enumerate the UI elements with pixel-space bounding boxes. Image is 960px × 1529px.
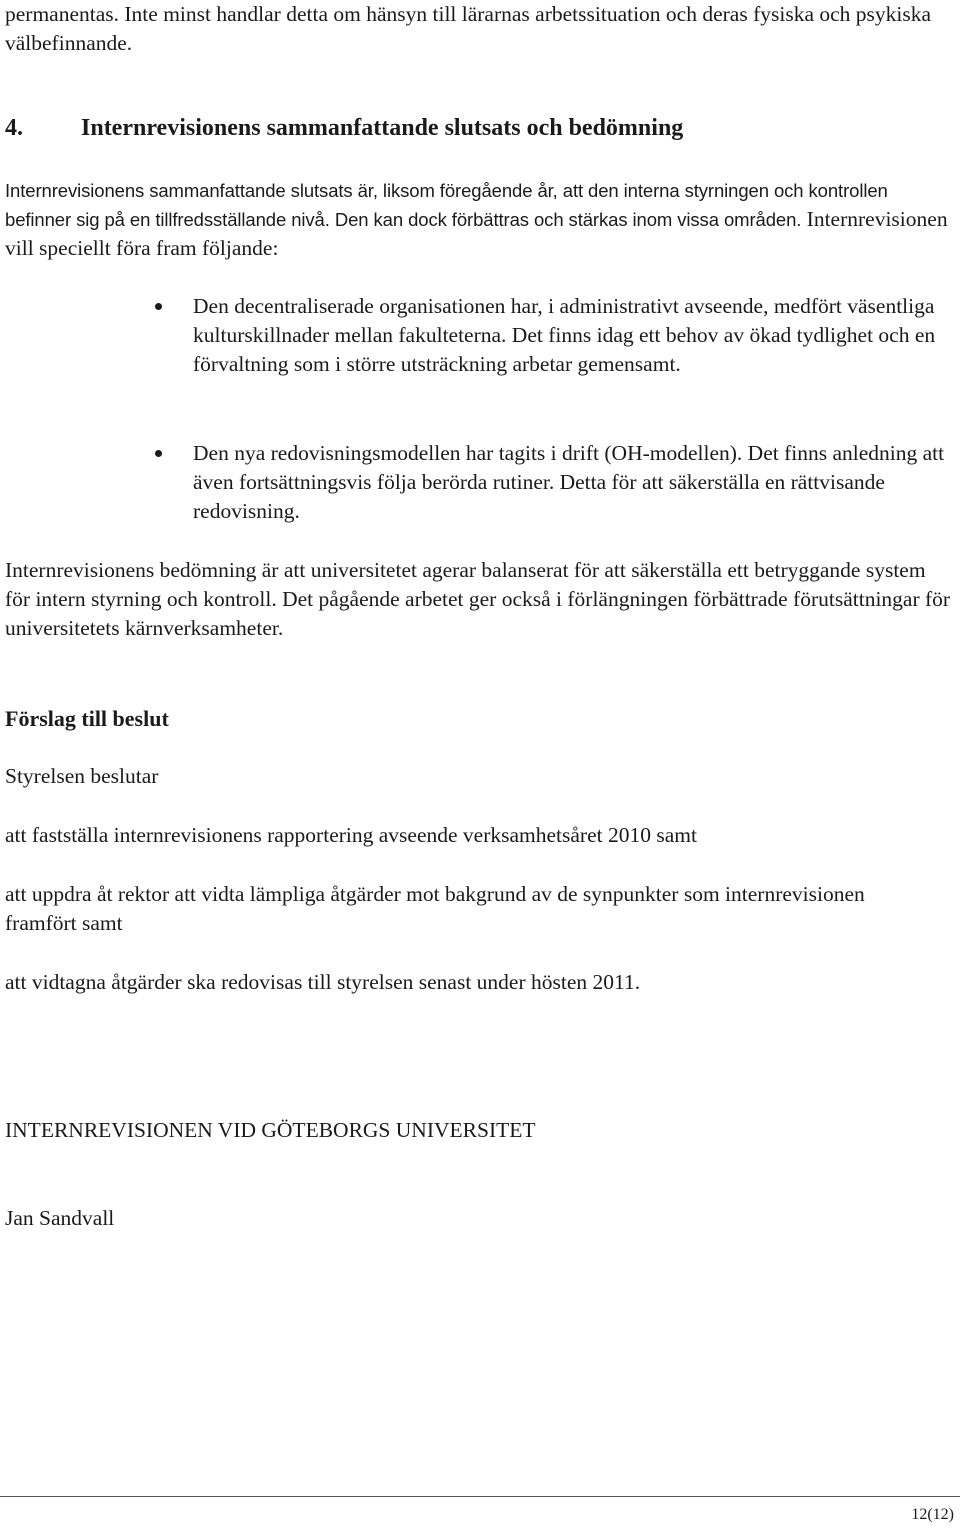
footer-divider (0, 1496, 960, 1497)
proposal-heading: Förslag till beslut (5, 706, 169, 731)
proposal-item-3: att vidtagna åtgärder ska redovisas till styrelsen senast under hösten 2011. (5, 970, 641, 994)
list-item-text: Den nya redovisningsmodellen har tagits i drift (OH-modellen). Det finns anledning att även fortsättningsvis följa berörda rutiner. Detta för att säkerställa en rättvisande redovisning. (193, 441, 945, 523)
section-title: Internrevisionens sammanfattande slutsats och bedömning (81, 115, 684, 141)
summary-paragraph-part1: Internrevisionens sammanfattande slutsats är, liksom föregående år, att den interna styrningen och kontrollen befinner sig på en tillfredsställande nivå. Den kan dock förbättras och stärkas inom vissa områden. (5, 180, 888, 230)
proposal-item-2: att uppdra åt rektor att vidta lämpliga åtgärder mot bakgrund av de synpunkter som internrevisionen framfört samt (5, 882, 865, 935)
summary-paragraph (5, 176, 953, 263)
signature-name: Jan Sandvall (5, 1206, 115, 1230)
bullet-icon (155, 303, 162, 310)
list-item (155, 439, 955, 526)
findings-list (155, 292, 955, 379)
page-number: 12(12) (911, 1506, 954, 1523)
intro-paragraph: permanentas. Inte minst handlar detta om hänsyn till lärarnas arbetssituation och deras fysiska och psykiska välbefinnande. (5, 2, 932, 55)
bullet-icon (155, 450, 162, 457)
section-number: 4. (5, 115, 23, 141)
proposal-item-1: att fastställa internrevisionens rapportering avseende verksamhetsåret 2010 samt (5, 823, 697, 847)
list-item (155, 292, 955, 379)
assessment-paragraph: Internrevisionens bedömning är att universitetet agerar balanserat för att säkerställa ett betryggande system för intern styrning och kontroll. Det pågående arbetet ger också i förlängningen förbättrade förutsättningar för universitetets kärnverksamheter. (5, 558, 951, 640)
summary-paragraph-part2: Internrevisionen vill speciellt föra fram följande: (5, 207, 948, 260)
list-item-text: Den decentraliserade organisationen har, i administrativt avseende, medfört väsentliga kulturskillnader mellan fakulteterna. Det finns idag ett behov av ökad tydlighet och en förvaltning som i större utsträckning arbetar gemensamt. (193, 294, 936, 376)
findings-list-2 (155, 439, 955, 526)
signature-organization: INTERNREVISIONEN VID GÖTEBORGS UNIVERSITET (5, 1118, 536, 1142)
section-heading (5, 113, 955, 143)
proposal-lead: Styrelsen beslutar (5, 764, 159, 788)
